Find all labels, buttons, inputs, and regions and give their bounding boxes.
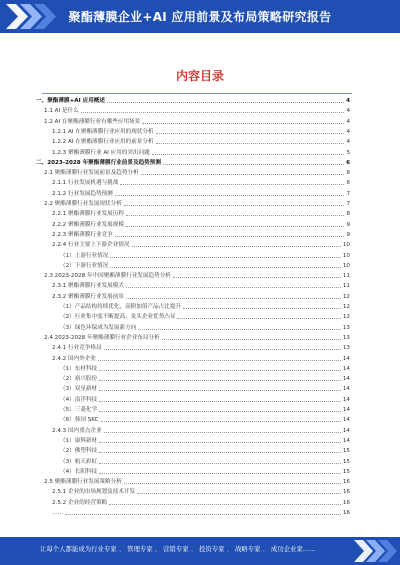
- toc-entry[interactable]: [44, 478, 350, 486]
- footer-separator: 、: [118, 545, 126, 553]
- toc-leader-dots: [183, 308, 341, 309]
- toc-entry[interactable]: [60, 262, 350, 270]
- toc-entry-title: 2.4.1 行业竞争格局: [52, 345, 102, 352]
- toc-entry-page: 7: [346, 201, 350, 207]
- toc-leader-dots: [98, 360, 341, 361]
- toc-leader-dots: [163, 164, 344, 165]
- toc-entry[interactable]: [44, 107, 350, 115]
- toc-divider: [42, 93, 352, 94]
- toc-entry-title: 2.4 2023-2028 年聚酯薄膜行业企业布局分析: [44, 334, 160, 341]
- toc-entry[interactable]: [52, 138, 350, 146]
- toc-entry-title: （1）上游行业情况: [60, 252, 109, 259]
- toc-entry-title: 2.2.3 聚酯薄膜行业竞争: [52, 231, 113, 238]
- toc-entry-title: （6）韩国 SKC: [60, 417, 99, 424]
- toc-entry[interactable]: [52, 210, 350, 218]
- toc-entry-title: 2.4.3 国内重点企业: [52, 427, 102, 434]
- toc-leader-dots: [132, 246, 341, 247]
- toc-entry-page: 15: [342, 458, 350, 465]
- toc-entry[interactable]: [52, 128, 350, 136]
- footer-separator: 、: [190, 545, 197, 553]
- toc-entry-page: 10: [342, 252, 350, 259]
- toc-leader-dots: [104, 432, 341, 433]
- toc-entry-page: 7: [346, 190, 350, 197]
- toc-entry-title: 一、聚酯薄膜+AI 应用概述: [36, 98, 105, 104]
- toc-entry-page: 13: [342, 345, 350, 352]
- toc-entry-page: 14: [342, 437, 350, 444]
- toc-entry[interactable]: [52, 149, 350, 157]
- toc-entry-page: 12: [342, 314, 350, 321]
- toc-entry-page: 9: [346, 221, 350, 228]
- toc-entry-title: 2.1.1 行业发展机遇与挑战: [52, 180, 119, 187]
- toc-leader-dots: [99, 473, 341, 474]
- toc-entry-title: 1.2.3 聚酯薄膜行业 AI 应用的突出问题: [52, 149, 150, 156]
- toc-entry-title: 2.2.4 行业主要上下游企业情况: [52, 242, 130, 249]
- toc-entry-page: 14: [342, 427, 350, 434]
- toc-entry-title: 2.3.2 聚酯薄膜行业发展前景: [52, 293, 124, 300]
- toc-entry[interactable]: [60, 324, 350, 332]
- footer-lead: 让每个人都能成为: [40, 545, 92, 553]
- toc-entry-title: 2.1.2 行业发展趋势预测: [52, 190, 113, 197]
- chevron-decoration-icon: [354, 540, 398, 562]
- toc-entry-title: （2）裕兴股份: [60, 376, 98, 383]
- toc-entry[interactable]: [44, 118, 350, 126]
- toc-entry-title: 1.1 AI 是什么: [44, 108, 79, 115]
- footer-slogan: [40, 544, 370, 553]
- footer-role: 投资专家: [198, 545, 225, 553]
- toc-entry[interactable]: [60, 447, 350, 455]
- toc-leader-dots: [110, 267, 341, 268]
- toc-entry[interactable]: [60, 437, 350, 445]
- toc-entry-page: 14: [342, 407, 350, 413]
- toc-entry-title: （4）长阳科技: [60, 468, 98, 475]
- toc-entry-page: 11: [342, 283, 350, 290]
- toc-entry-page: 14: [342, 417, 350, 424]
- toc-entry-page: 13: [342, 334, 350, 341]
- toc-entry-page: 9: [346, 231, 350, 238]
- toc-leader-dots: [138, 329, 341, 330]
- footer-roles: [91, 545, 316, 553]
- toc-leader-dots: [109, 504, 341, 505]
- toc-leader-dots: [126, 298, 341, 299]
- toc-entry-page: 5: [346, 149, 350, 156]
- toc-entry[interactable]: [60, 406, 350, 414]
- toc-entry[interactable]: [60, 385, 350, 393]
- toc-leader-dots: [152, 154, 345, 155]
- toc-entry-title: 1.2.2 AI 在聚酯薄膜行业应用的前景分析: [52, 139, 154, 146]
- toc-entry-page: 4: [346, 108, 350, 115]
- toc-entry-title: （1）东材科技: [60, 365, 98, 372]
- toc-entry-page: 15: [342, 468, 350, 475]
- toc-entry[interactable]: [44, 272, 350, 280]
- toc-entry[interactable]: [52, 241, 350, 249]
- toc-entry-page: 15: [342, 448, 350, 455]
- toc-leader-dots: [99, 401, 341, 402]
- toc-entry[interactable]: [52, 221, 350, 229]
- toc-heading: 内容目录: [175, 69, 224, 83]
- footer-role: 营销专家: [163, 545, 189, 553]
- toc-leader-dots: [81, 112, 345, 113]
- report-title: 聚酯薄膜企业+AI 应用前景及布局策略研究报告: [68, 10, 332, 24]
- toc-entry[interactable]: [44, 334, 350, 342]
- toc-leader-dots: [124, 483, 341, 484]
- toc-entry[interactable]: [60, 313, 350, 321]
- toc-leader-dots: [104, 349, 341, 350]
- toc-entry-title: 2.5.2 企业的经营策略: [52, 499, 108, 506]
- toc-entry[interactable]: [60, 375, 350, 383]
- toc-leader-dots: [99, 390, 341, 391]
- toc-leader-dots: [156, 133, 345, 134]
- toc-entry-page: 14: [342, 386, 350, 393]
- toc-leader-dots: [99, 380, 341, 381]
- toc-entry-page: 4: [346, 139, 350, 146]
- toc-entry[interactable]: [44, 169, 350, 177]
- toc-entry-page: 16: [342, 489, 350, 496]
- toc-leader-dots: [126, 287, 341, 288]
- toc-entry-title: （5）三菱化学: [60, 407, 98, 413]
- toc-entry[interactable]: [60, 252, 350, 260]
- toc-entry[interactable]: [36, 97, 350, 105]
- toc-entry-title: 2.5.1 企业的市场规划及技术开发: [52, 489, 136, 496]
- toc-entry-page: 14: [342, 355, 350, 362]
- toc-entry[interactable]: [52, 344, 350, 352]
- toc-entry[interactable]: [52, 282, 350, 290]
- toc-entry-title: 2.3.1 聚酯薄膜行业发展模式: [52, 283, 124, 290]
- toc-entry-title: （1）产品结构持续优化，高附加值产品占比提升: [60, 304, 182, 310]
- toc-leader-dots: [99, 370, 341, 371]
- toc-entry-page: 16: [342, 510, 350, 516]
- toc-entry[interactable]: [52, 509, 350, 517]
- toc-entry[interactable]: [60, 396, 350, 404]
- toc-entry-page: 13: [342, 324, 350, 331]
- toc-leader-dots: [177, 318, 340, 319]
- toc-entry-title: （3）双星新材: [60, 386, 98, 393]
- toc-leader-dots: [156, 143, 345, 144]
- toc-leader-dots: [101, 421, 341, 422]
- footer-separator: 、: [262, 545, 269, 553]
- toc-leader-dots: [173, 277, 341, 278]
- toc-entry[interactable]: [52, 231, 350, 239]
- toc-entry-page: 6: [346, 159, 350, 166]
- footer-role: 战略专家: [234, 545, 261, 553]
- toc-entry-title: 2.2.1 聚酯薄膜行业发展历程: [52, 211, 124, 218]
- toc-entry-title: 2.2.2 聚酯薄膜行业发展规模: [52, 221, 124, 228]
- toc-leader-dots: [115, 236, 345, 237]
- toc-entry[interactable]: [60, 365, 350, 373]
- toc-entry-title: 2.3 2023-2028 年中国聚酯薄膜行业发展趋势分析: [44, 273, 171, 280]
- toc-entry[interactable]: [52, 179, 350, 187]
- toc-entry[interactable]: [52, 488, 350, 496]
- toc-entry-page: 14: [342, 365, 350, 372]
- toc-entry-page: 14: [342, 396, 350, 403]
- toc-leader-dots: [120, 184, 344, 185]
- toc-entry-page: 4: [346, 128, 350, 135]
- toc-entry-title: 二、2023-2028 年聚酯薄膜行业前景及趋势预测: [36, 159, 161, 166]
- toc-entry-title: （3）航天彩虹: [60, 458, 98, 465]
- toc-entry-title: （4）南洋科技: [60, 396, 98, 403]
- toc-entry-title: （3）绿色环保成为发展新方向: [60, 324, 137, 331]
- toc-entry[interactable]: [52, 293, 350, 301]
- footer-separator: 、: [154, 545, 162, 553]
- toc-entry-title: ……: [52, 510, 64, 516]
- toc-entry-title: 1.2.1 AI 在聚酯薄膜行业应用的现状分析: [52, 128, 154, 135]
- toc-entry-title: 2.2 聚酯薄膜行业发展现状分析: [44, 201, 122, 207]
- toc-leader-dots: [141, 174, 345, 175]
- toc-entry[interactable]: [60, 458, 350, 466]
- toc-leader-dots: [162, 339, 341, 340]
- toc-entry[interactable]: [36, 159, 350, 167]
- footer-role: 管理专家: [127, 545, 153, 553]
- toc-leader-dots: [142, 123, 344, 124]
- toc-entry-page: 16: [342, 479, 350, 486]
- toc-leader-dots: [110, 257, 341, 258]
- toc-entry-title: 1.2 AI 在聚酯薄膜行业有哪些应用场景: [44, 118, 141, 125]
- toc-leader-dots: [126, 226, 344, 227]
- toc-leader-dots: [99, 442, 341, 443]
- footer-separator: 、: [226, 545, 233, 553]
- toc-entry-title: 2.1 聚酯薄膜行业发展前景及趋势分析: [44, 170, 139, 177]
- toc-entry-page: 11: [342, 273, 350, 280]
- toc-leader-dots: [137, 493, 341, 494]
- toc-leader-dots: [126, 215, 344, 216]
- toc-entry-page: 10: [342, 262, 350, 269]
- toc-entry-page: 16: [342, 499, 350, 506]
- toc-entry[interactable]: [52, 355, 350, 363]
- toc-leader-dots: [99, 452, 341, 453]
- toc-entry-title: 2.5 聚酯薄膜行业发展策略分析: [44, 479, 122, 486]
- footer-role: 成功企业家……: [270, 545, 316, 553]
- toc-leader-dots: [107, 102, 344, 103]
- toc-leader-dots: [99, 411, 341, 412]
- toc-leader-dots: [124, 205, 345, 206]
- toc-entry-title: （2）行业集中度不断提高，龙头企业优势凸显: [60, 314, 176, 321]
- toc-entry-page: 12: [342, 304, 350, 310]
- toc-entry-page: 6: [346, 170, 350, 177]
- toc-entry[interactable]: [60, 416, 350, 424]
- toc-entry[interactable]: [60, 303, 350, 311]
- footer-role: 行业专家: [91, 545, 117, 553]
- toc-entry-page: 4: [346, 118, 350, 125]
- toc-entry[interactable]: [52, 190, 350, 198]
- toc-entry[interactable]: [52, 499, 350, 507]
- toc-leader-dots: [65, 514, 341, 515]
- toc-leader-dots: [99, 463, 341, 464]
- toc-entry-title: 2.4.2 国内外企业: [52, 355, 96, 362]
- toc-entry[interactable]: [44, 200, 350, 208]
- toc-leader-dots: [115, 195, 345, 196]
- toc-entry[interactable]: [60, 468, 350, 476]
- toc-entry-title: （2）佛塑科技: [60, 448, 98, 455]
- toc-entry-page: 8: [346, 211, 350, 218]
- toc-entry-page: 12: [342, 293, 350, 300]
- toc-entry-page: 4: [346, 98, 350, 104]
- toc-entry-title: （1）康辉新材: [60, 437, 98, 444]
- toc-entry-page: 6: [346, 180, 350, 187]
- toc-entry[interactable]: [52, 427, 350, 435]
- toc-entry-title: （2）下游行业情况: [60, 262, 109, 269]
- toc-entry-page: 10: [342, 242, 350, 249]
- toc-entry-page: 14: [342, 376, 350, 383]
